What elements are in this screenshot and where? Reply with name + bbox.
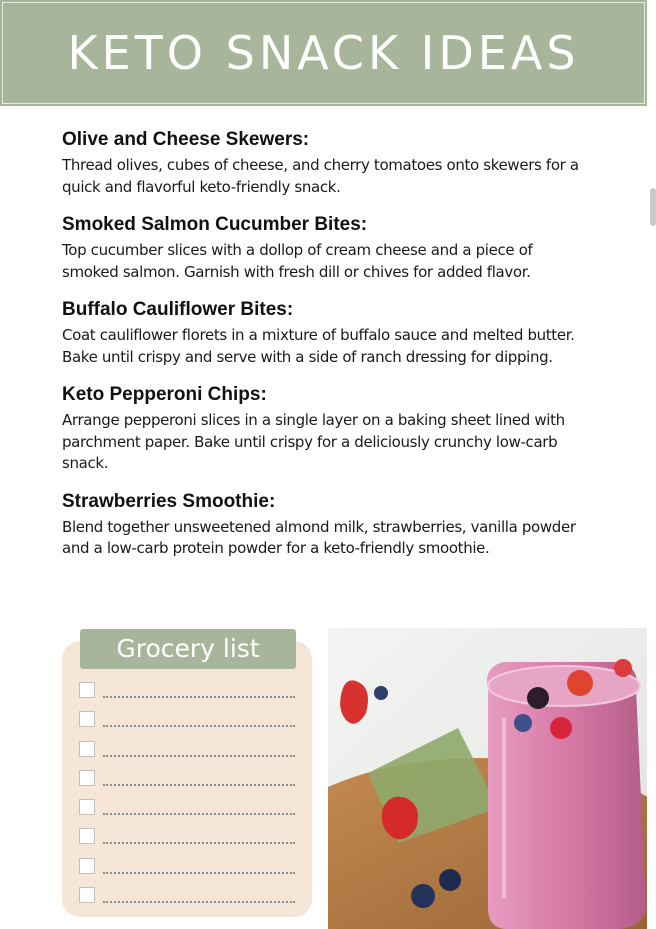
blueberry-topping [514, 714, 532, 732]
blackberry-topping [527, 687, 549, 709]
snack-description: Top cucumber slices with a dollop of cream cheese and a piece of smoked salmon. Garnish with fresh dill or chives for added flavor. [62, 241, 533, 281]
blueberry [411, 884, 435, 908]
grocery-entry-line[interactable] [103, 842, 295, 844]
grocery-checkbox[interactable] [79, 799, 95, 815]
blueberry [439, 869, 461, 891]
grocery-item-row [79, 741, 295, 770]
grocery-item-row [79, 828, 295, 857]
grocery-list-title: Grocery list [80, 629, 296, 669]
strawberry-topping [567, 670, 593, 696]
blueberry [374, 686, 388, 700]
grocery-checkbox[interactable] [79, 770, 95, 786]
grocery-item-row [79, 799, 295, 828]
scrollbar-thumb[interactable] [650, 188, 656, 226]
grocery-item-row [79, 682, 295, 711]
grocery-checkbox[interactable] [79, 858, 95, 874]
grocery-checkbox[interactable] [79, 887, 95, 903]
grocery-checkbox[interactable] [79, 828, 95, 844]
berry-background [614, 659, 632, 677]
snack-description: Arrange pepperoni slices in a single layer on a baking sheet lined with parchment paper. Bake until crispy for a deliciously crunchy low-carb snack. [62, 411, 565, 472]
grocery-list-items [79, 682, 295, 916]
snack-title: Olive and Cheese Skewers: [62, 129, 310, 150]
snack-description: Thread olives, cubes of cheese, and cherry tomatoes onto skewers for a quick and flavorful keto-friendly snack. [62, 156, 579, 196]
snack-title: Smoked Salmon Cucumber Bites: [62, 214, 368, 235]
snack-item [62, 213, 592, 283]
smoothie-photo [328, 628, 647, 929]
grocery-checkbox[interactable] [79, 711, 95, 727]
smoothie-jar-photo-icon [328, 628, 647, 929]
grocery-checkbox[interactable] [79, 682, 95, 698]
raspberry-topping [550, 717, 572, 739]
snack-description: Blend together unsweetened almond milk, strawberries, vanilla powder and a low-carb protein powder for a keto-friendly smoothie. [62, 517, 576, 557]
snack-item [62, 490, 592, 560]
grocery-entry-line[interactable] [103, 901, 295, 903]
grocery-item-row [79, 711, 295, 740]
grocery-item-row [79, 887, 295, 916]
snack-item [62, 128, 592, 198]
grocery-entry-line[interactable] [103, 725, 295, 727]
grocery-item-row [79, 770, 295, 799]
grocery-entry-line[interactable] [103, 813, 295, 815]
page-title: KETO SNACK IDEAS [67, 26, 580, 80]
grocery-entry-line[interactable] [103, 784, 295, 786]
snack-title: Strawberries Smoothie: [62, 490, 276, 512]
grocery-entry-line[interactable] [103, 755, 295, 757]
snack-description: Coat cauliflower florets in a mixture of buffalo sauce and melted butter. Bake until crispy and serve with a side of ranch dressing for dipping. [62, 326, 575, 366]
grocery-item-row [79, 858, 295, 887]
grocery-entry-line[interactable] [103, 872, 295, 874]
snack-item [62, 298, 592, 368]
page-header [0, 0, 647, 106]
grocery-checkbox[interactable] [79, 741, 95, 757]
snack-title: Buffalo Cauliflower Bites: [62, 299, 294, 320]
snack-title: Keto Pepperoni Chips: [62, 384, 267, 405]
grocery-entry-line[interactable] [103, 696, 295, 698]
snack-list [62, 128, 592, 575]
snack-item [62, 383, 592, 475]
